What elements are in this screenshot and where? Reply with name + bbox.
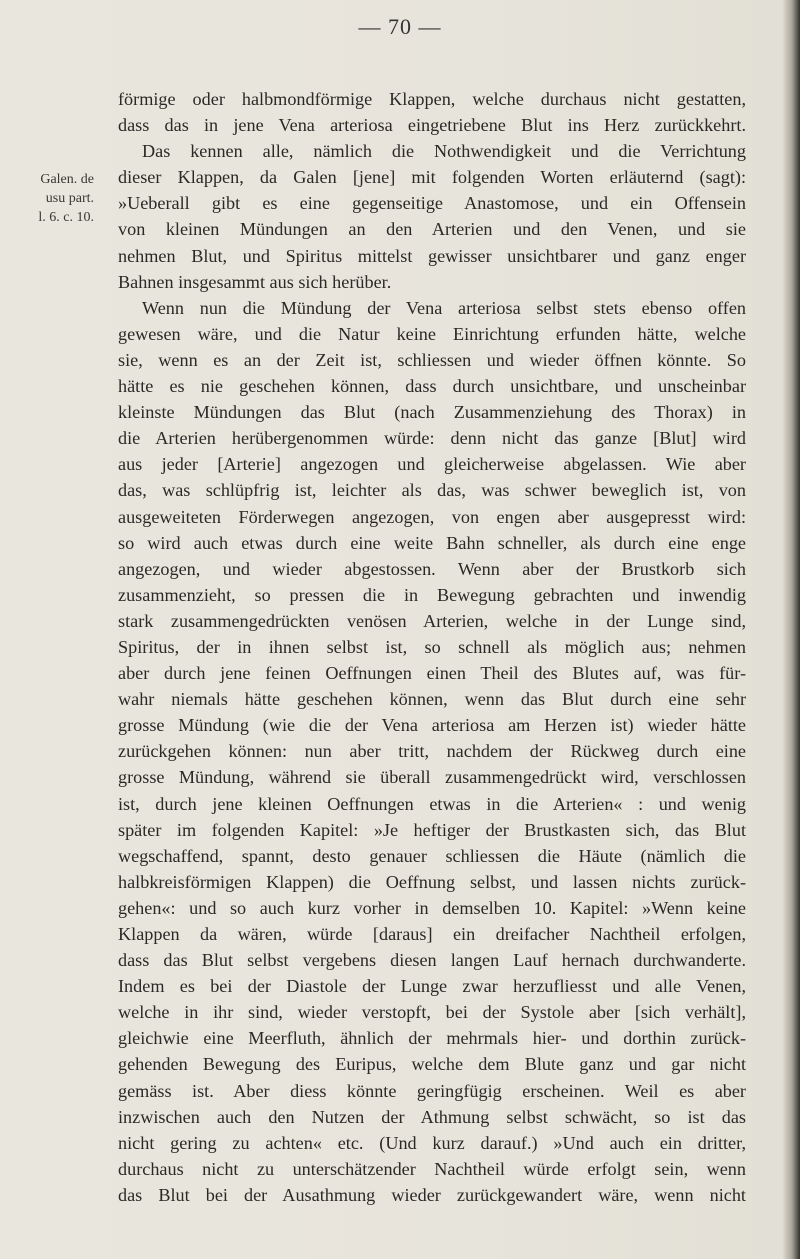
text-line: halbkreisförmigen Klappen) die Oeffnung selbst, und lassen nichts zurück- (118, 871, 746, 892)
text-line: gehenden Bewegung des Euripus, welche dem Blute ganz und gar nicht (118, 1054, 746, 1075)
text-line: nehmen Blut, und Spiritus mittelst gewisser unsichtbarer und ganz enger (118, 245, 746, 266)
text-line: gemäss ist. Aber diess könnte geringfügig erscheinen. Weil es aber (118, 1080, 746, 1101)
margin-note-line: l. 6. c. 10. (38, 210, 94, 225)
margin-note (6, 170, 94, 227)
text-line: »Ueberall gibt es eine gegenseitige Anastomose, und ein Offensein (118, 193, 746, 214)
text-line: gewesen wäre, und die Natur keine Einrichtung erfunden hätte, welche (118, 323, 746, 344)
text-line: wahr niemals hätte geschehen können, wenn das Blut durch eine sehr (118, 689, 746, 710)
margin-note-line: Galen. de (40, 172, 94, 187)
text-line: Wenn nun die Mündung der Vena arteriosa selbst stets ebenso offen (142, 297, 746, 318)
text-line: kleinste Mündungen das Blut (nach Zusammenziehung des Thorax) in (118, 402, 746, 423)
text-line: ausgeweiteten Förderwegen angezogen, von engen aber ausgepresst wird: (118, 506, 746, 527)
text-line: das, was schlüpfrig ist, leichter als das, was schwer beweglich ist, von (118, 480, 746, 501)
text-line: so wird auch etwas durch eine weite Bahn schneller, als durch eine enge (118, 532, 746, 553)
text-line: nicht gering zu achten« etc. (Und kurz darauf.) »Und auch ein dritter, (118, 1132, 746, 1153)
text-line: später im folgenden Kapitel: »Je heftiger der Brustkasten sich, das Blut (118, 819, 746, 840)
text-line: aber durch jene feinen Oeffnungen einen Theil des Blutes auf, was für- (118, 663, 746, 684)
text-line: grosse Mündung, während sie überall zusammengedrückt wird, verschlossen (118, 767, 746, 788)
text-line: gehen«: und so auch kurz vorher in demselben 10. Kapitel: »Wenn keine (118, 897, 746, 918)
text-line: sie, wenn es an der Zeit ist, schliessen und wieder öffnen könnte. So (118, 349, 746, 370)
text-line: zusammenzieht, so pressen die in Bewegung gebrachten und inwendig (118, 584, 746, 605)
page-number: — 70 — (358, 14, 442, 39)
text-line: stark zusammengedrückten venösen Arterien, welche in der Lunge sind, (118, 610, 746, 631)
text-line: das Blut bei der Ausathmung wieder zurückgewandert wäre, wenn nicht (118, 1184, 746, 1205)
text-line: Bahnen insgesammt aus sich herüber. (118, 271, 392, 292)
text-line: inzwischen auch den Nutzen der Athmung selbst schwächt, so ist das (118, 1106, 746, 1127)
text-line: Indem es bei der Diastole der Lunge zwar herzufliesst und alle Venen, (118, 976, 746, 997)
page-edge-shadow (782, 0, 800, 1259)
text-line: Klappen da wären, würde [daraus] ein dreifacher Nachtheil erfolgen, (118, 924, 746, 944)
text-line: welche in ihr sind, wieder verstopft, bei der Systole aber [sich verhält], (118, 1002, 746, 1023)
text-line: förmige oder halbmondförmige Klappen, welche durchaus nicht gestatten, (118, 89, 746, 109)
body-text (118, 86, 746, 1208)
text-line: wegschaffend, spannt, desto genauer schliessen die Häute (nämlich die (118, 845, 746, 866)
text-line: angezogen, und wieder abgestossen. Wenn aber der Brustkorb sich (118, 558, 746, 579)
text-line: dass das Blut selbst vergebens diesen langen Lauf hernach durchwanderte. (118, 950, 746, 971)
text-line: hätte es nie geschehen können, dass durch unsichtbare, und unscheinbar (118, 376, 746, 397)
text-line: grosse Mündung (wie die der Vena arteriosa am Herzen ist) wieder hätte (118, 715, 746, 736)
text-line: dieser Klappen, da Galen [jene] mit folgenden Worten erläuternd (sagt): (118, 167, 746, 188)
text-line: Das kennen alle, nämlich die Nothwendigkeit und die Verrichtung (142, 141, 746, 162)
text-line: aus jeder [Arterie] angezogen und gleicherweise abgelassen. Wie aber (118, 454, 746, 475)
text-line: ist, durch jene kleinen Oeffnungen etwas in die Arterien« : und wenig (118, 793, 746, 814)
text-line: Spiritus, der in ihnen selbst ist, so schnell als möglich aus; nehmen (118, 636, 746, 657)
text-line: gleichwie eine Meerfluth, ähnlich der mehrmals hier- und dorthin zurück- (118, 1028, 746, 1049)
text-line: dass das in jene Vena arteriosa eingetriebene Blut ins Herz zurückkehrt. (118, 115, 746, 136)
text-line: von kleinen Mündungen an den Arterien und den Venen, und sie (118, 219, 746, 240)
text-line: zurückgehen können: nun aber tritt, nachdem der Rückweg durch eine (118, 741, 746, 762)
margin-note-line: usu part. (45, 191, 94, 206)
text-line: durchaus nicht zu unterschätzender Nachtheil würde erfolgt sein, wenn (118, 1158, 746, 1179)
text-line: die Arterien herübergenommen würde: denn nicht das ganze [Blut] wird (118, 428, 746, 449)
